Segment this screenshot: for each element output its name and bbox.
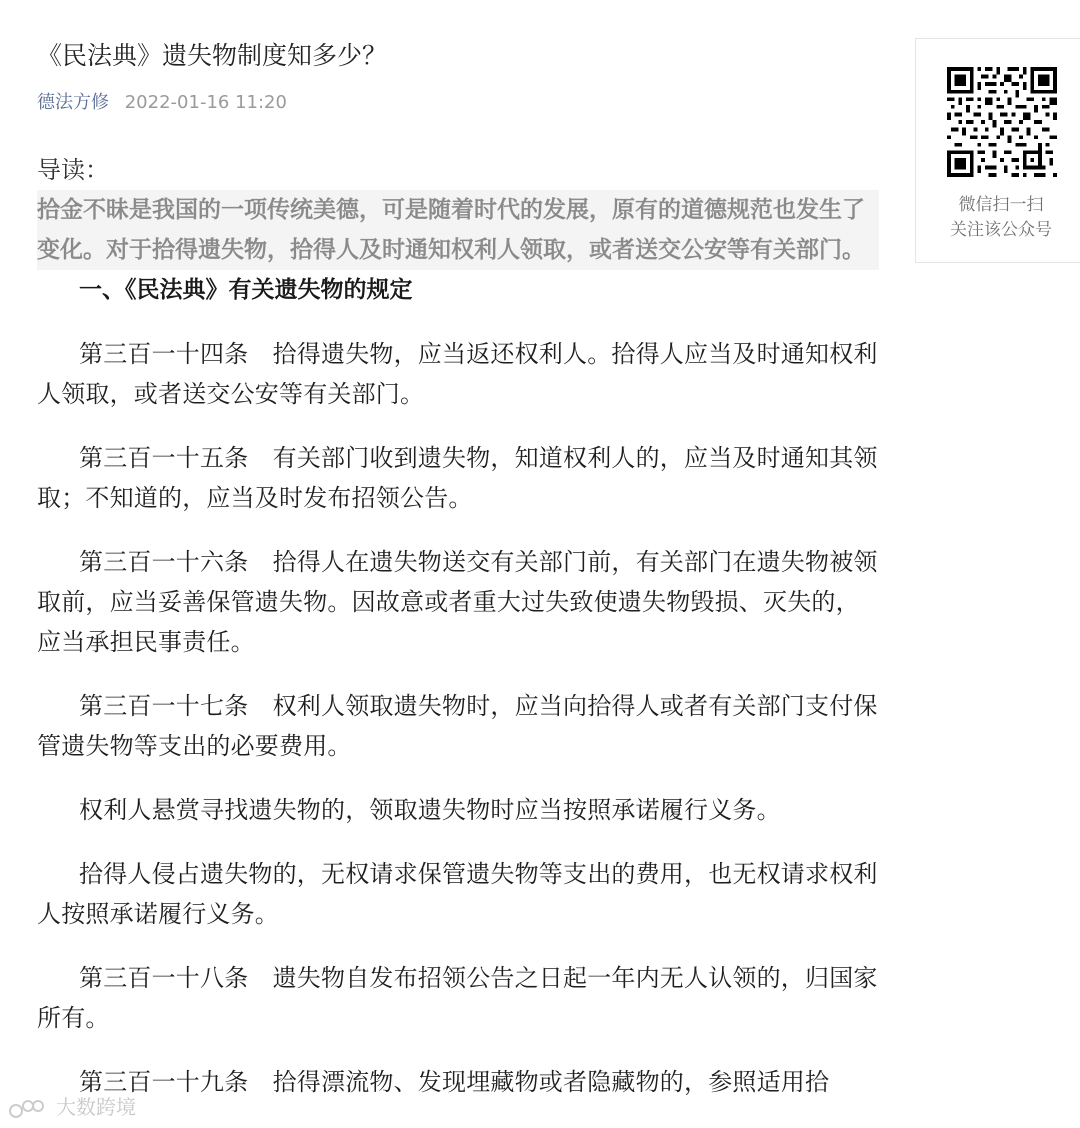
article-meta xyxy=(37,90,879,116)
article-paragraph: 第三百一十四条 拾得遗失物，应当返还权利人。拾得人应当及时通知权利人领取，或者送交公安等有关部门。 xyxy=(37,340,878,408)
watermark-logo-icon xyxy=(8,1098,52,1120)
article-paragraph: 第三百一十六条 拾得人在遗失物送交有关部门前，有关部门在遗失物被领取前，应当妥善保管遗失物。因故意或者重大过失致使遗失物毁损、灭失的，应当承担民事责任。 xyxy=(37,548,878,656)
article-paragraph: 第三百一十五条 有关部门收到遗失物，知道权利人的，应当及时通知其领取；不知道的，应当及时发布招领公告。 xyxy=(37,444,878,512)
qr-code-icon xyxy=(947,67,1057,177)
author-link[interactable]: 德法方修 xyxy=(37,92,109,113)
article xyxy=(37,36,879,1102)
section-heading: 一、《民法典》有关遗失物的规定 xyxy=(79,277,413,303)
watermark xyxy=(8,1093,136,1121)
qr-caption-line1: 微信扫一扫 xyxy=(958,195,1044,215)
article-paragraph: 权利人悬赏寻找遗失物的，领取遗失物时应当按照承诺履行义务。 xyxy=(79,796,781,824)
qr-card xyxy=(915,38,1080,263)
watermark-text: 大数跨境 xyxy=(56,1095,136,1119)
article-paragraph: 拾得人侵占遗失物的，无权请求保管遗失物等支出的费用，也无权请求权利人按照承诺履行义务。 xyxy=(37,860,878,928)
lead-text: 拾金不昧是我国的一项传统美德，可是随着时代的发展，原有的道德规范也发生了变化。对于拾得遗失物，拾得人及时通知权利人领取，或者送交公安等有关部门。 xyxy=(37,190,879,270)
article-paragraph: 第三百一十九条 拾得漂流物、发现埋藏物或者隐藏物的，参照适用拾 xyxy=(79,1068,830,1096)
lead-label: 导读： xyxy=(37,156,109,184)
article-title: 《民法典》遗失物制度知多少？ xyxy=(37,41,388,70)
article-paragraph: 第三百一十七条 权利人领取遗失物时，应当向拾得人或者有关部门支付保管遗失物等支出的必要费用。 xyxy=(37,692,878,760)
publish-date: 2022-01-16 11:20 xyxy=(124,92,287,113)
qr-caption-line2: 关注该公众号 xyxy=(950,220,1052,240)
qr-caption xyxy=(916,193,1080,243)
article-paragraph: 第三百一十八条 遗失物自发布招领公告之日起一年内无人认领的，归国家所有。 xyxy=(37,964,878,1032)
